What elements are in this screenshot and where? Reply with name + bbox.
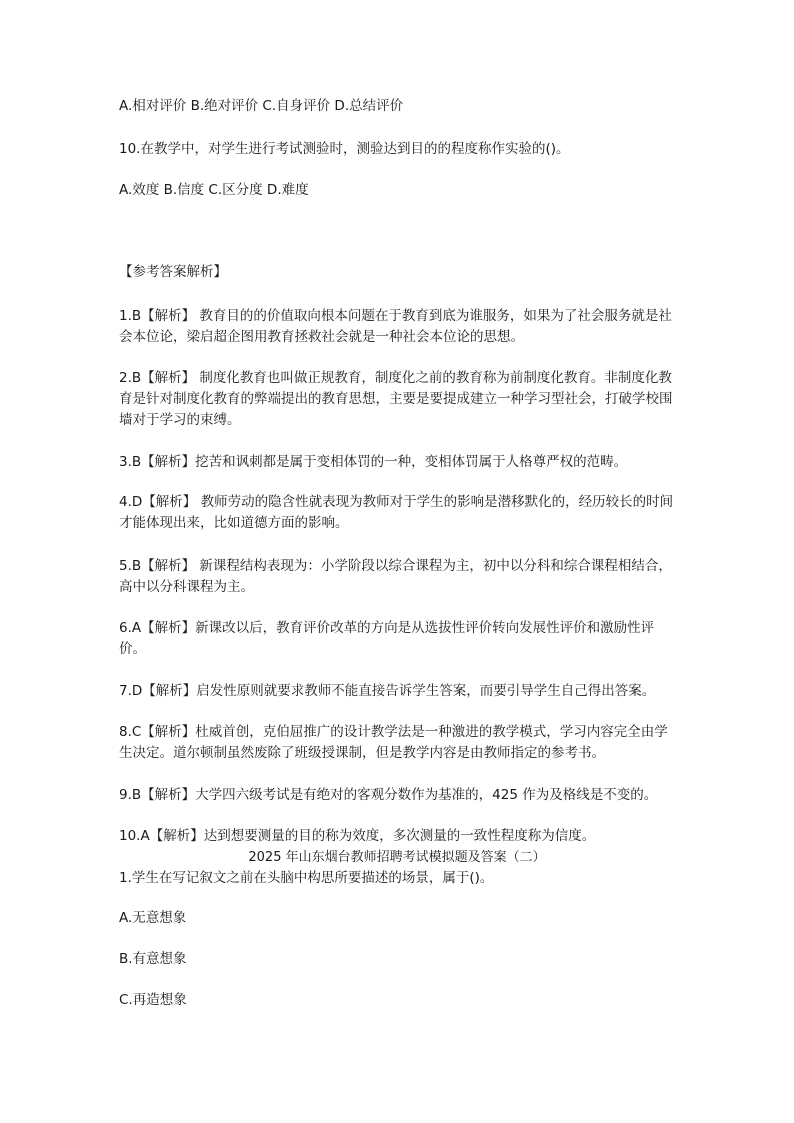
q1-option-b: B.有意想象 — [119, 951, 187, 967]
answer-10: 10.A【解析】达到想要测量的目的称为效度，多次测量的一致性程度称为信度。 — [119, 828, 596, 844]
question-1: 1.学生在写记叙文之前在头脑中构思所要描述的场景，属于()。 — [119, 870, 494, 886]
answer-5: 5.B【解析】 新课程结构表现为：小学阶段以综合课程为主，初中以分科和综合课程相结合，高中以分科课程为主。 — [119, 558, 672, 595]
q1-option-a: A.无意想象 — [119, 910, 187, 926]
answer-6: 6.A【解析】新课改以后，教育评价改革的方向是从选拔性评价转向发展性评价和激励性评价。 — [119, 620, 655, 657]
answer-4: 4.D【解析】 教师劳动的隐含性就表现为教师对于学生的影响是潜移默化的，经历较长的时间才能体现出来，比如道德方面的影响。 — [119, 494, 674, 531]
question-10: 10.在教学中，对学生进行考试测验时，测验达到目的的程度称作实验的()。 — [119, 141, 570, 157]
answer-3: 3.B【解析】挖苦和讽刺都是属于变相体罚的一种，变相体罚属于人格尊严权的范畴。 — [119, 454, 628, 470]
q9-options: A.相对评价 B.绝对评价 C.自身评价 D.总结评价 — [119, 98, 404, 114]
q10-options: A.效度 B.信度 C.区分度 D.难度 — [119, 182, 309, 198]
answer-2: 2.B【解析】 制度化教育也叫做正规教育，制度化之前的教育称为前制度化教育。非制度化教育是针对制度化教育的弊端提出的教育思想，主要是要提成建立一种学习型社会，打破学校围墙对于学习的束缚。 — [119, 370, 673, 428]
answer-9: 9.B【解析】大学四六级考试是有绝对的客观分数作为基准的，425 作为及格线是不变的。 — [119, 787, 658, 803]
answers-heading: 【参考答案解析】 — [119, 264, 227, 280]
answer-7: 7.D【解析】启发性原则就要求教师不能直接告诉学生答案，而要引导学生自己得出答案。 — [119, 683, 656, 699]
answer-1: 1.B【解析】 教育目的的价值取向根本问题在于教育到底为谁服务，如果为了社会服务就是社会本位论，梁启超企图用教育拯救社会就是一种社会本位论的思想。 — [119, 308, 672, 345]
section-title: 2025 年山东烟台教师招聘考试模拟题及答案（二） — [248, 850, 546, 865]
answer-8: 8.C【解析】杜威首创，克伯屈推广的设计教学法是一种激进的教学模式，学习内容完全由学生决定。道尔顿制虽然废除了班级授课制，但是教学内容是由教师指定的参考书。 — [119, 724, 668, 761]
q1-option-c: C.再造想象 — [119, 992, 187, 1008]
